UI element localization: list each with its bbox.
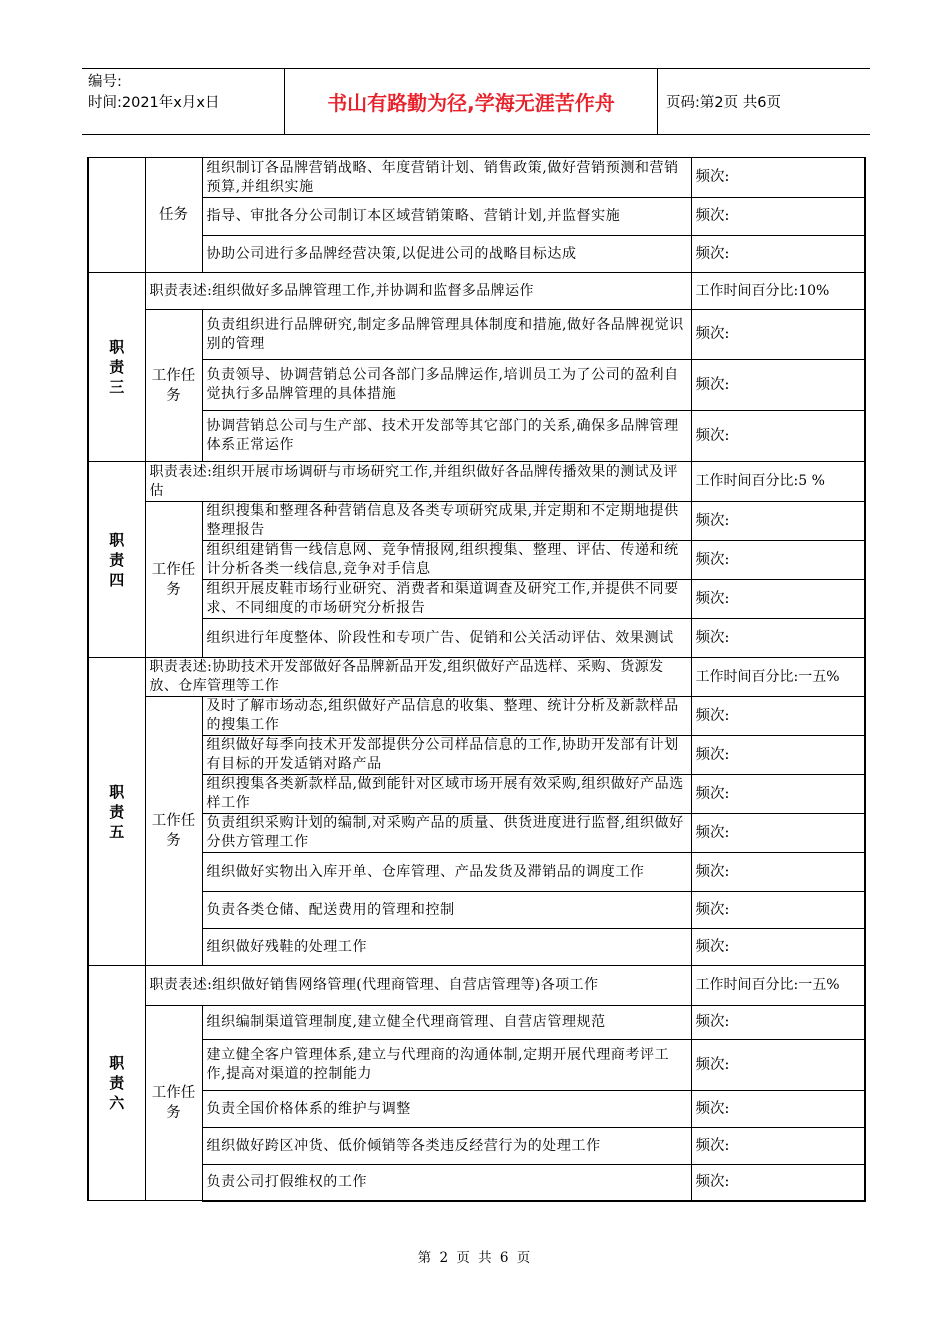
freq-cell: 频次: [691,236,865,273]
table-row [88,411,865,462]
task-text: 组织开展皮鞋市场行业研究、消费者和渠道调查及研究工作,并提供不同要求、不同细度的市场研究分析报告 [202,580,691,619]
freq-cell: 频次: [691,1165,865,1201]
task-text: 组织组建销售一线信息网、竞争情报网,组织搜集、整理、评估、传递和统计分析各类一线信息,竞争对手信息 [202,541,691,580]
task-text: 负责组织进行品牌研究,制定多品牌管理具体制度和措施,做好各品牌视觉识别的管理 [202,310,691,360]
task-text: 组织做好实物出入库开单、仓库管理、产品发货及滞销品的调度工作 [202,853,691,892]
table-row [88,1128,865,1165]
task-text: 负责领导、协调营销总公司各部门多品牌运作,培训员工为了公司的盈利自觉执行多品牌管理的具体措施 [202,360,691,411]
task-text: 组织编制渠道管理制度,建立健全代理商管理、自营店管理规范 [202,1006,691,1040]
duty-description: 职责表述:组织做好销售网络管理(代理商管理、自营店管理等)各项工作 [145,966,691,1006]
work-task-label: 工作任务 [145,502,202,658]
table-row [88,360,865,411]
freq-cell: 频次: [691,158,865,198]
task-text: 组织做好残鞋的处理工作 [202,929,691,966]
section-title-6: 职 责 六 [88,966,145,1201]
freq-cell: 频次: [691,310,865,360]
section-title-4: 职 责 四 [88,462,145,658]
doc-number-label: 编号: [88,74,122,90]
freq-cell: 频次: [691,1128,865,1165]
duty-description: 职责表述:组织开展市场调研与市场研究工作,并组织做好各品牌传播效果的测试及评估 [145,462,691,502]
task-text: 负责各类仓储、配送费用的管理和控制 [202,892,691,929]
table-row [88,892,865,929]
duty-description: 职责表述:协助技术开发部做好各品牌新品开发,组织做好产品选样、采购、货源发放、仓库管理等工作 [145,658,691,697]
freq-cell: 频次: [691,411,865,462]
task-text: 负责全国价格体系的维护与调整 [202,1091,691,1128]
table-row [88,775,865,814]
freq-cell: 频次: [691,853,865,892]
freq-cell: 频次: [691,697,865,736]
header-motto: 书山有路勤为径,学海无涯苦作舟 [284,69,658,134]
table-row [88,1165,865,1201]
table-row [88,310,865,360]
task-text: 指导、审批各分公司制订本区域营销策略、营销计划,并监督实施 [202,198,691,236]
table-row [88,658,865,697]
task-text: 组织搜集各类新款样品,做到能针对区域市场开展有效采购,组织做好产品选样工作 [202,775,691,814]
task-text: 组织进行年度整体、阶段性和专项广告、促销和公关活动评估、效果测试 [202,619,691,658]
table-row [88,273,865,310]
task-text: 组织制订各品牌营销战略、年度营销计划、销售政策,做好营销预测和营销预算,并组织实施 [202,158,691,198]
table-row [88,1040,865,1091]
freq-cell: 频次: [691,541,865,580]
table-row [88,697,865,736]
table-row [88,736,865,775]
freq-cell: 频次: [691,929,865,966]
time-percent: 工作时间百分比:一五% [691,658,865,697]
freq-cell: 频次: [691,814,865,853]
table-row [88,814,865,853]
table-row [88,502,865,541]
task-text: 负责公司打假维权的工作 [202,1165,691,1201]
task-text: 协助公司进行多品牌经营决策,以促进公司的战略目标达成 [202,236,691,273]
time-percent: 工作时间百分比:5 % [691,462,865,502]
task-text: 组织做好跨区冲货、低价倾销等各类违反经营行为的处理工作 [202,1128,691,1165]
task-text: 及时了解市场动态,组织做好产品信息的收集、整理、统计分析及新款样品的搜集工作 [202,697,691,736]
freq-cell: 频次: [691,775,865,814]
table-row [88,541,865,580]
task-text: 协调营销总公司与生产部、技术开发部等其它部门的关系,确保多品牌管理体系正常运作 [202,411,691,462]
freq-cell: 频次: [691,198,865,236]
task-text: 组织搜集和整理各种营销信息及各类专项研究成果,并定期和不定期地提供整理报告 [202,502,691,541]
section-title-5: 职 责 五 [88,658,145,966]
task-text: 组织做好每季向技术开发部提供分公司样品信息的工作,协助开发部有计划有目标的开发适销对路产品 [202,736,691,775]
page-header [82,68,870,135]
duty-description: 职责表述:组织做好多品牌管理工作,并协调和监督多品牌运作 [145,273,691,310]
work-task-label: 工作任务 [145,310,202,462]
table-row [88,929,865,966]
header-page-info: 页码:第2页 共6页 [666,95,781,111]
freq-cell: 频次: [691,360,865,411]
freq-cell: 频次: [691,1091,865,1128]
doc-date-label: 时间:2021年x月x日 [88,95,220,111]
work-task-label: 工作任务 [145,1006,202,1201]
task-text: 建立健全客户管理体系,建立与代理商的沟通体制,定期开展代理商考评工作,提高对渠道的控制能力 [202,1040,691,1091]
time-percent: 工作时间百分比:一五% [691,966,865,1006]
time-percent: 工作时间百分比:10% [691,273,865,310]
table-row [88,198,865,236]
table-row [88,580,865,619]
table-row [88,1006,865,1040]
task-label: 任务 [145,158,202,273]
freq-cell: 频次: [691,892,865,929]
table-row [88,462,865,502]
freq-cell: 频次: [691,1040,865,1091]
duty-table [87,157,866,1202]
table-row [88,158,865,198]
table-row [88,966,865,1006]
page-footer: 第 2 页 共 6 页 [417,1250,533,1266]
freq-cell: 频次: [691,736,865,775]
freq-cell: 频次: [691,1006,865,1040]
task-text: 负责组织采购计划的编制,对采购产品的质量、供货进度进行监督,组织做好分供方管理工作 [202,814,691,853]
table-row [88,619,865,658]
table-row [88,236,865,273]
table-row [88,853,865,892]
freq-cell: 频次: [691,619,865,658]
section-head-empty [88,158,145,273]
table-row [88,1091,865,1128]
work-task-label: 工作任务 [145,697,202,966]
freq-cell: 频次: [691,502,865,541]
section-title-3: 职 责 三 [88,273,145,462]
header-meta [82,69,284,134]
freq-cell: 频次: [691,580,865,619]
